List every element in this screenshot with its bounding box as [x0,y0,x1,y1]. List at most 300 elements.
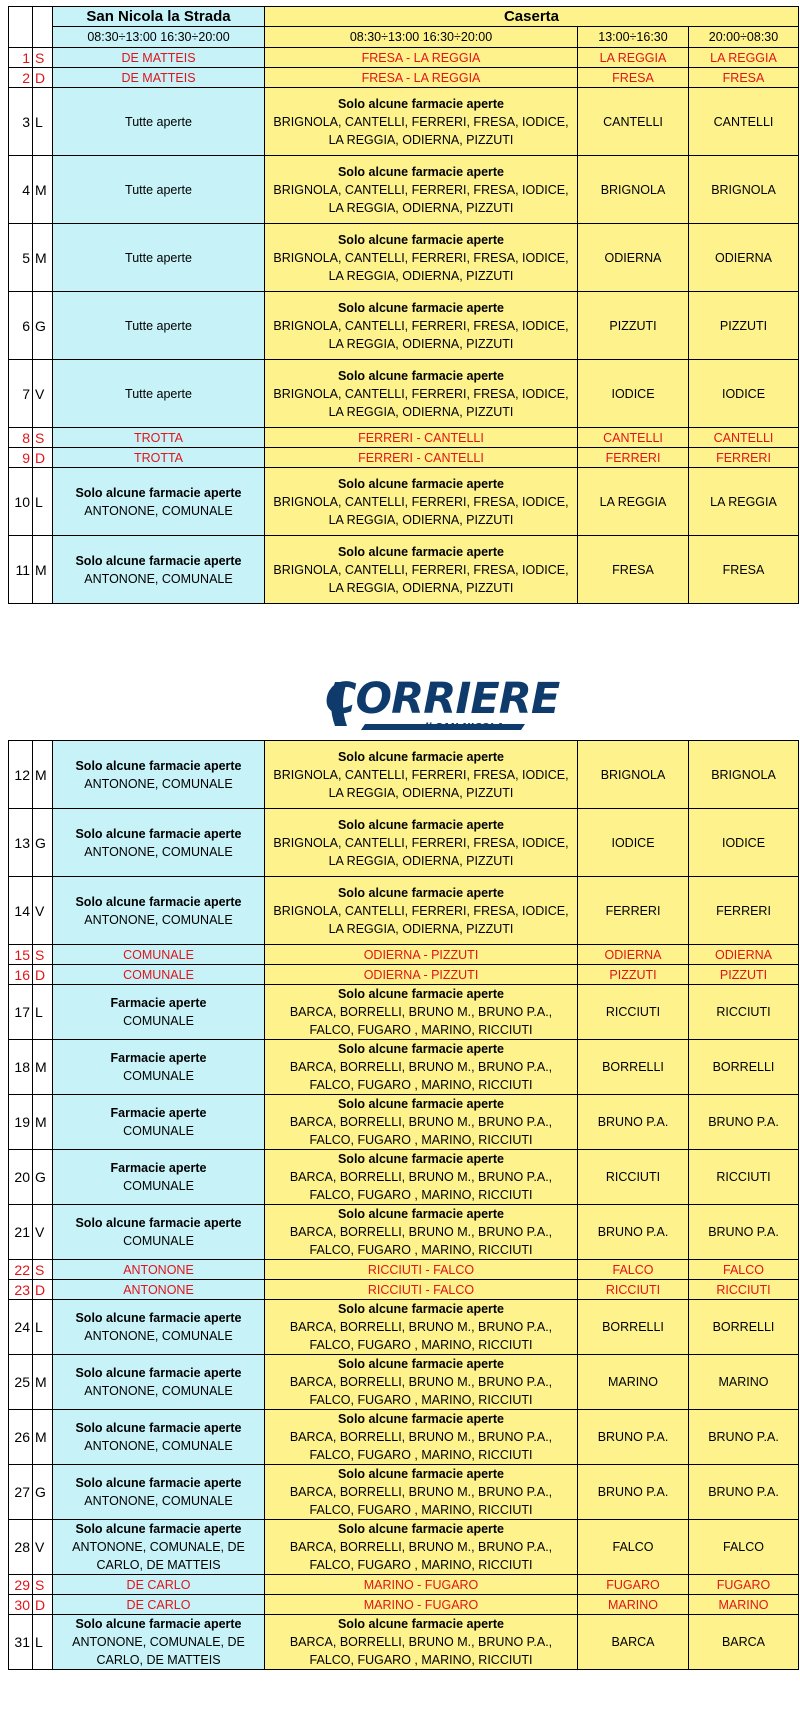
caserta-pharmacies: BARCA, BORRELLI, BRUNO M., BRUNO P.A., FALCO, FUGARO , MARINO, RICCIUTI [289,1005,553,1037]
san-nicola-cell [53,1595,265,1615]
day-row [9,1615,799,1670]
day-row [9,536,799,604]
san-nicola-cell [53,1040,265,1095]
day-row [9,448,799,468]
day-row [9,156,799,224]
day-row [9,1150,799,1205]
day-of-week: G [33,1150,53,1205]
san-nicola-pharmacies: COMUNALE [123,1069,194,1083]
san-nicola-pharmacies: ANTONONE, COMUNALE [84,1384,233,1398]
caserta-pharmacies: BARCA, BORRELLI, BRUNO M., BRUNO P.A., FALCO, FUGARO , MARINO, RICCIUTI [289,1635,553,1667]
san-nicola-cell [53,965,265,985]
caserta-day-cell [265,1465,578,1520]
caserta-pharmacies: BRIGNOLA, CANTELLI, FERRERI, FRESA, IODICE, LA REGGIA, ODIERNA, PIZZUTI [273,318,569,351]
caserta-day-cell [265,360,578,428]
caserta-pharmacies: BARCA, BORRELLI, BRUNO M., BRUNO P.A., FALCO, FUGARO , MARINO, RICCIUTI [289,1115,553,1147]
caserta-night-cell: PIZZUTI [689,965,799,985]
san-nicola-heading: Farmacie aperte [110,1106,207,1120]
caserta-night-cell: BORRELLI [689,1040,799,1095]
caserta-afternoon-cell: IODICE [578,360,689,428]
caserta-pharmacies: FRESA - LA REGGIA [361,50,481,65]
caserta-afternoon-cell: CANTELLI [578,88,689,156]
caserta-pharmacies: MARINO - FUGARO [363,1577,479,1592]
caserta-afternoon-cell: IODICE [578,809,689,877]
san-nicola-heading: Solo alcune farmacie aperte [75,1617,242,1631]
day-of-week: L [33,985,53,1040]
day-number: 5 [9,224,33,292]
caserta-day-cell [265,1040,578,1095]
day-row [9,68,799,88]
day-row [9,1205,799,1260]
caserta-heading: Solo alcune farmacie aperte [337,817,505,832]
day-row [9,945,799,965]
san-nicola-heading: Farmacie aperte [110,1161,207,1175]
day-number: 26 [9,1410,33,1465]
caserta-night-cell: BRIGNOLA [689,156,799,224]
caserta-night-cell: RICCIUTI [689,1280,799,1300]
caserta-night-cell: FALCO [689,1520,799,1575]
caserta-pharmacies: BRIGNOLA, CANTELLI, FERRERI, FRESA, IODICE, LA REGGIA, ODIERNA, PIZZUTI [273,562,569,595]
san-nicola-pharmacies: COMUNALE [123,1014,194,1028]
caserta-afternoon-cell: LA REGGIA [578,468,689,536]
caserta-heading: Solo alcune farmacie aperte [337,1207,505,1221]
san-nicola-cell [53,1410,265,1465]
caserta-night-cell: LA REGGIA [689,48,799,68]
schedule-table-bottom [8,740,799,1670]
san-nicola-pharmacies: TROTTA [133,430,184,445]
day-number: 14 [9,877,33,945]
caserta-day-cell [265,48,578,68]
caserta-night-cell: RICCIUTI [689,985,799,1040]
header-time-sn: 08:30÷13:00 16:30÷20:00 [53,27,265,48]
san-nicola-pharmacies: ANTONONE, COMUNALE [84,844,233,859]
caserta-heading: Solo alcune farmacie aperte [337,1522,505,1536]
caserta-pharmacies: MARINO - FUGARO [363,1597,479,1612]
caserta-day-cell [265,68,578,88]
caserta-night-cell: IODICE [689,360,799,428]
day-row [9,1280,799,1300]
san-nicola-pharmacies: TROTTA [133,450,184,465]
day-row [9,224,799,292]
caserta-night-cell: BRIGNOLA [689,741,799,809]
san-nicola-pharmacies: COMUNALE [123,947,194,962]
san-nicola-heading: Solo alcune farmacie aperte [75,1476,242,1490]
day-number: 21 [9,1205,33,1260]
day-row [9,1040,799,1095]
day-number: 24 [9,1300,33,1355]
san-nicola-heading: Farmacie aperte [110,996,207,1010]
san-nicola-pharmacies: ANTONONE, COMUNALE [84,503,233,518]
day-number: 2 [9,68,33,88]
corriere-logo [325,674,560,736]
header-time-ce-night: 20:00÷08:30 [689,27,799,48]
caserta-day-cell [265,1520,578,1575]
header-time-ce-main: 08:30÷13:00 16:30÷20:00 [265,27,578,48]
caserta-night-cell: CANTELLI [689,88,799,156]
caserta-pharmacies: FRESA - LA REGGIA [361,70,481,85]
caserta-heading: Solo alcune farmacie aperte [337,164,505,179]
caserta-afternoon-cell: RICCIUTI [578,985,689,1040]
caserta-pharmacies: BARCA, BORRELLI, BRUNO M., BRUNO P.A., FALCO, FUGARO , MARINO, RICCIUTI [289,1375,553,1407]
day-row [9,360,799,428]
caserta-pharmacies: BRIGNOLA, CANTELLI, FERRERI, FRESA, IODICE, LA REGGIA, ODIERNA, PIZZUTI [273,182,569,215]
caserta-pharmacies: BARCA, BORRELLI, BRUNO M., BRUNO P.A., FALCO, FUGARO , MARINO, RICCIUTI [289,1485,553,1517]
caserta-heading: Solo alcune farmacie aperte [337,1412,505,1426]
san-nicola-heading: Solo alcune farmacie aperte [75,1216,242,1230]
caserta-night-cell: BORRELLI [689,1300,799,1355]
day-number: 22 [9,1260,33,1280]
day-number: 8 [9,428,33,448]
day-row [9,1300,799,1355]
san-nicola-heading: Solo alcune farmacie aperte [75,826,242,841]
caserta-heading: Solo alcune farmacie aperte [337,232,505,247]
day-row [9,741,799,809]
caserta-night-cell: LA REGGIA [689,468,799,536]
san-nicola-pharmacies: ANTONONE [123,1282,194,1297]
day-row [9,1520,799,1575]
day-row [9,1410,799,1465]
day-row [9,1575,799,1595]
san-nicola-cell [53,536,265,604]
day-number: 31 [9,1615,33,1670]
day-of-week: D [33,68,53,88]
caserta-night-cell: FRESA [689,536,799,604]
caserta-day-cell [265,945,578,965]
caserta-night-cell: BARCA [689,1615,799,1670]
schedule-table-top [8,6,799,604]
san-nicola-pharmacies: ANTONONE, COMUNALE, DE CARLO, DE MATTEIS [72,1635,245,1667]
day-number: 28 [9,1520,33,1575]
san-nicola-cell [53,985,265,1040]
caserta-heading: Solo alcune farmacie aperte [337,749,505,764]
day-of-week: S [33,48,53,68]
caserta-heading: Solo alcune farmacie aperte [337,987,505,1001]
day-number: 13 [9,809,33,877]
header-san-nicola: San Nicola la Strada [53,7,265,27]
caserta-afternoon-cell: PIZZUTI [578,292,689,360]
day-number: 25 [9,1355,33,1410]
day-row [9,292,799,360]
header-caserta: Caserta [265,7,799,27]
caserta-afternoon-cell: FRESA [578,536,689,604]
day-row [9,965,799,985]
caserta-night-cell: FALCO [689,1260,799,1280]
san-nicola-pharmacies: COMUNALE [123,1234,194,1248]
caserta-afternoon-cell: FERRERI [578,877,689,945]
day-number: 10 [9,468,33,536]
caserta-heading: Solo alcune farmacie aperte [337,96,505,111]
san-nicola-cell [53,1095,265,1150]
caserta-night-cell: MARINO [689,1595,799,1615]
san-nicola-pharmacies: DE MATTEIS [121,50,196,65]
month-title-cut [0,0,800,3]
day-number: 11 [9,536,33,604]
caserta-day-cell [265,536,578,604]
day-of-week: V [33,360,53,428]
header-dow-blank [33,7,53,48]
caserta-day-cell [265,877,578,945]
san-nicola-heading: Solo alcune farmacie aperte [75,485,242,500]
caserta-heading: Solo alcune farmacie aperte [337,1152,505,1166]
day-number: 3 [9,88,33,156]
caserta-night-cell: FERRERI [689,448,799,468]
day-of-week: G [33,809,53,877]
san-nicola-cell [53,809,265,877]
day-of-week: M [33,156,53,224]
header-time-ce-afternoon: 13:00÷16:30 [578,27,689,48]
caserta-night-cell: BRUNO P.A. [689,1465,799,1520]
caserta-afternoon-cell: BRUNO P.A. [578,1095,689,1150]
day-of-week: M [33,741,53,809]
san-nicola-cell [53,292,265,360]
san-nicola-cell [53,1575,265,1595]
san-nicola-heading: Solo alcune farmacie aperte [75,1421,242,1435]
san-nicola-cell [53,68,265,88]
day-number: 6 [9,292,33,360]
caserta-pharmacies: BRIGNOLA, CANTELLI, FERRERI, FRESA, IODICE, LA REGGIA, ODIERNA, PIZZUTI [273,250,569,283]
caserta-heading: Solo alcune farmacie aperte [337,1617,505,1631]
caserta-pharmacies: BRIGNOLA, CANTELLI, FERRERI, FRESA, IODICE, LA REGGIA, ODIERNA, PIZZUTI [273,835,569,868]
san-nicola-cell [53,48,265,68]
day-of-week: M [33,1355,53,1410]
day-number: 30 [9,1595,33,1615]
san-nicola-cell [53,428,265,448]
caserta-pharmacies: BRIGNOLA, CANTELLI, FERRERI, FRESA, IODICE, LA REGGIA, ODIERNA, PIZZUTI [273,494,569,527]
san-nicola-pharmacies: Tutte aperte [125,318,192,333]
day-number: 16 [9,965,33,985]
day-of-week: D [33,1595,53,1615]
day-row [9,1355,799,1410]
caserta-night-cell: PIZZUTI [689,292,799,360]
caserta-heading: Solo alcune farmacie aperte [337,1467,505,1481]
caserta-heading: Solo alcune farmacie aperte [337,368,505,383]
caserta-day-cell [265,1355,578,1410]
san-nicola-pharmacies: ANTONONE [123,1262,194,1277]
san-nicola-pharmacies: ANTONONE, COMUNALE [84,1494,233,1508]
caserta-day-cell [265,1095,578,1150]
caserta-pharmacies: RICCIUTI - FALCO [367,1282,475,1297]
caserta-day-cell [265,1575,578,1595]
day-row [9,1595,799,1615]
caserta-afternoon-cell: CANTELLI [578,428,689,448]
caserta-heading: Solo alcune farmacie aperte [337,885,505,900]
day-row [9,1465,799,1520]
san-nicola-cell [53,156,265,224]
caserta-heading: Solo alcune farmacie aperte [337,300,505,315]
san-nicola-cell [53,1355,265,1410]
caserta-afternoon-cell: FALCO [578,1520,689,1575]
san-nicola-pharmacies: DE MATTEIS [121,70,196,85]
caserta-day-cell [265,1280,578,1300]
day-number: 1 [9,48,33,68]
day-of-week: G [33,292,53,360]
day-of-week: D [33,965,53,985]
san-nicola-pharmacies: COMUNALE [123,1124,194,1138]
day-of-week: L [33,1300,53,1355]
caserta-afternoon-cell: FUGARO [578,1575,689,1595]
san-nicola-cell [53,1300,265,1355]
caserta-day-cell [265,428,578,448]
caserta-afternoon-cell: FERRERI [578,448,689,468]
caserta-pharmacies: FERRERI - CANTELLI [358,450,484,465]
caserta-day-cell [265,965,578,985]
san-nicola-pharmacies: COMUNALE [123,967,194,982]
caserta-afternoon-cell: RICCIUTI [578,1280,689,1300]
caserta-afternoon-cell: BRUNO P.A. [578,1205,689,1260]
caserta-night-cell: FERRERI [689,877,799,945]
day-of-week: L [33,1615,53,1670]
header-row-times [9,27,799,48]
san-nicola-pharmacies: ANTONONE, COMUNALE [84,912,233,927]
san-nicola-heading: Solo alcune farmacie aperte [75,553,242,568]
caserta-afternoon-cell: PIZZUTI [578,965,689,985]
caserta-pharmacies: ODIERNA - PIZZUTI [363,947,479,962]
caserta-night-cell: CANTELLI [689,428,799,448]
caserta-day-cell [265,156,578,224]
caserta-day-cell [265,1205,578,1260]
caserta-pharmacies: BARCA, BORRELLI, BRUNO M., BRUNO P.A., FALCO, FUGARO , MARINO, RICCIUTI [289,1060,553,1092]
caserta-pharmacies: FERRERI - CANTELLI [358,430,484,445]
caserta-afternoon-cell: BARCA [578,1615,689,1670]
caserta-pharmacies: BARCA, BORRELLI, BRUNO M., BRUNO P.A., FALCO, FUGARO , MARINO, RICCIUTI [289,1225,553,1257]
san-nicola-cell [53,1280,265,1300]
day-row [9,1260,799,1280]
day-of-week: V [33,877,53,945]
san-nicola-cell [53,360,265,428]
day-of-week: V [33,1205,53,1260]
caserta-night-cell: FRESA [689,68,799,88]
san-nicola-cell [53,741,265,809]
caserta-pharmacies: BRIGNOLA, CANTELLI, FERRERI, FRESA, IODICE, LA REGGIA, ODIERNA, PIZZUTI [273,114,569,147]
schedule-sheet-top [8,6,798,604]
san-nicola-cell [53,1150,265,1205]
caserta-afternoon-cell: BRIGNOLA [578,156,689,224]
caserta-afternoon-cell: FRESA [578,68,689,88]
logo-subtext: di SAN NICOLA [421,722,504,733]
san-nicola-heading: Solo alcune farmacie aperte [75,758,242,773]
day-number: 23 [9,1280,33,1300]
header-row-towns [9,7,799,27]
day-number: 29 [9,1575,33,1595]
san-nicola-cell [53,877,265,945]
san-nicola-cell [53,88,265,156]
day-number: 4 [9,156,33,224]
day-of-week: M [33,1095,53,1150]
caserta-night-cell: MARINO [689,1355,799,1410]
caserta-pharmacies: ODIERNA - PIZZUTI [363,967,479,982]
day-number: 20 [9,1150,33,1205]
caserta-pharmacies: BRIGNOLA, CANTELLI, FERRERI, FRESA, IODICE, LA REGGIA, ODIERNA, PIZZUTI [273,386,569,419]
day-of-week: M [33,224,53,292]
caserta-day-cell [265,1260,578,1280]
caserta-afternoon-cell: MARINO [578,1355,689,1410]
logo-area [0,670,800,740]
caserta-afternoon-cell: ODIERNA [578,945,689,965]
day-of-week: L [33,88,53,156]
day-of-week: D [33,1280,53,1300]
san-nicola-cell [53,224,265,292]
day-row [9,877,799,945]
day-row [9,48,799,68]
caserta-pharmacies: RICCIUTI - FALCO [367,1262,475,1277]
caserta-pharmacies: BARCA, BORRELLI, BRUNO M., BRUNO P.A., FALCO, FUGARO , MARINO, RICCIUTI [289,1540,553,1572]
caserta-day-cell [265,1410,578,1465]
san-nicola-pharmacies: Tutte aperte [125,114,192,129]
day-of-week: S [33,1260,53,1280]
caserta-afternoon-cell: FALCO [578,1260,689,1280]
caserta-night-cell: BRUNO P.A. [689,1410,799,1465]
caserta-pharmacies: BARCA, BORRELLI, BRUNO M., BRUNO P.A., FALCO, FUGARO , MARINO, RICCIUTI [289,1170,553,1202]
day-row [9,809,799,877]
caserta-pharmacies: BARCA, BORRELLI, BRUNO M., BRUNO P.A., FALCO, FUGARO , MARINO, RICCIUTI [289,1430,553,1462]
caserta-pharmacies: BRIGNOLA, CANTELLI, FERRERI, FRESA, IODICE, LA REGGIA, ODIERNA, PIZZUTI [273,903,569,936]
caserta-day-cell [265,224,578,292]
caserta-night-cell: BRUNO P.A. [689,1205,799,1260]
caserta-night-cell: RICCIUTI [689,1150,799,1205]
caserta-pharmacies: BARCA, BORRELLI, BRUNO M., BRUNO P.A., FALCO, FUGARO , MARINO, RICCIUTI [289,1320,553,1352]
san-nicola-pharmacies: DE CARLO [126,1577,191,1592]
caserta-night-cell: BRUNO P.A. [689,1095,799,1150]
day-row [9,468,799,536]
day-of-week: M [33,1410,53,1465]
caserta-heading: Solo alcune farmacie aperte [337,1302,505,1316]
caserta-day-cell [265,741,578,809]
caserta-heading: Solo alcune farmacie aperte [337,1097,505,1111]
san-nicola-heading: Solo alcune farmacie aperte [75,1522,242,1536]
san-nicola-heading: Farmacie aperte [110,1051,207,1065]
caserta-afternoon-cell: BORRELLI [578,1040,689,1095]
caserta-day-cell [265,1150,578,1205]
caserta-day-cell [265,448,578,468]
caserta-day-cell [265,88,578,156]
day-of-week: G [33,1465,53,1520]
caserta-night-cell: FUGARO [689,1575,799,1595]
day-row [9,88,799,156]
day-number: 7 [9,360,33,428]
day-number: 18 [9,1040,33,1095]
caserta-afternoon-cell: BORRELLI [578,1300,689,1355]
san-nicola-pharmacies: ANTONONE, COMUNALE [84,1439,233,1453]
caserta-day-cell [265,468,578,536]
day-row [9,428,799,448]
day-number: 12 [9,741,33,809]
san-nicola-pharmacies: DE CARLO [126,1597,191,1612]
caserta-heading: Solo alcune farmacie aperte [337,1357,505,1371]
day-of-week: L [33,468,53,536]
caserta-afternoon-cell: MARINO [578,1595,689,1615]
caserta-afternoon-cell: BRUNO P.A. [578,1465,689,1520]
san-nicola-pharmacies: Tutte aperte [125,250,192,265]
day-of-week: S [33,428,53,448]
san-nicola-cell [53,1260,265,1280]
day-number: 9 [9,448,33,468]
caserta-day-cell [265,985,578,1040]
day-of-week: D [33,448,53,468]
san-nicola-heading: Solo alcune farmacie aperte [75,894,242,909]
caserta-heading: Solo alcune farmacie aperte [337,476,505,491]
day-of-week: M [33,1040,53,1095]
caserta-day-cell [265,809,578,877]
logo-text: CORRIERE [325,674,560,724]
san-nicola-heading: Solo alcune farmacie aperte [75,1366,242,1380]
san-nicola-pharmacies: ANTONONE, COMUNALE, DE CARLO, DE MATTEIS [72,1540,245,1572]
day-number: 17 [9,985,33,1040]
caserta-day-cell [265,292,578,360]
san-nicola-pharmacies: Tutte aperte [125,182,192,197]
caserta-night-cell: ODIERNA [689,945,799,965]
day-of-week: S [33,945,53,965]
san-nicola-cell [53,1615,265,1670]
